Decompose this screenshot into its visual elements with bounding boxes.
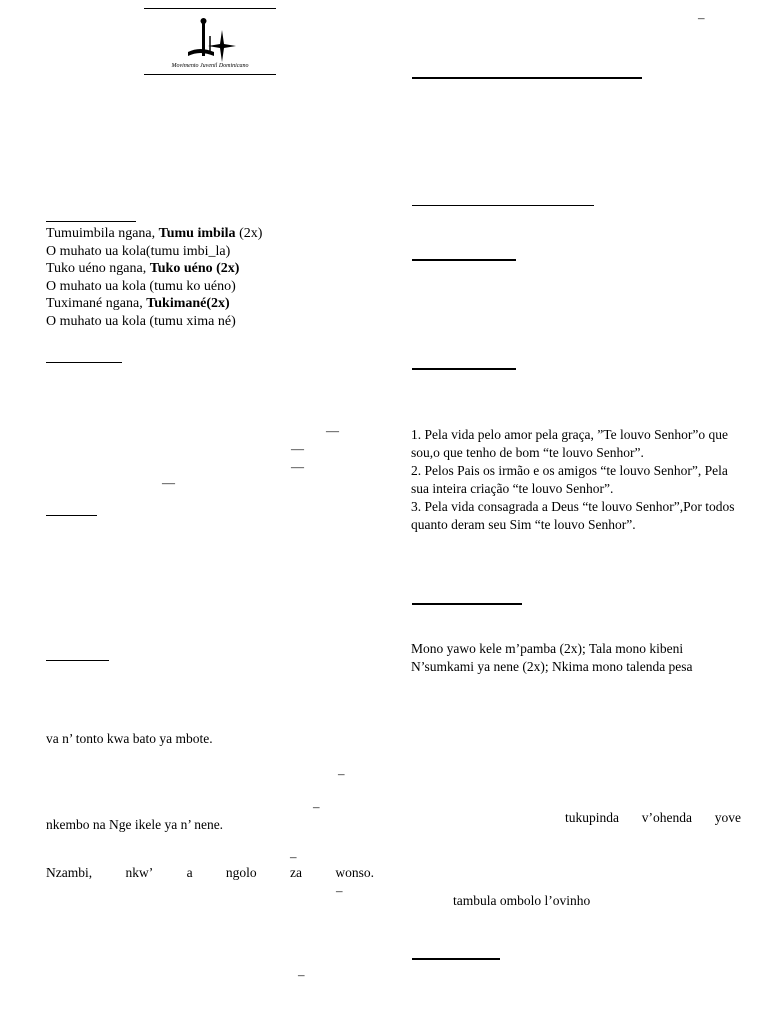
right-fragment-mono: Mono yawo kele m’pamba (2x); Tala mono kibeni N’sumkami ya nene (2x); Nkima mono talenda pesa — [411, 641, 693, 674]
right-rule-1 — [412, 77, 642, 79]
line-bold: Tuko uéno (2x) — [149, 261, 240, 276]
dash-mark: — — [162, 475, 175, 490]
logo-top-rule — [144, 8, 276, 9]
song1-line — [46, 260, 239, 278]
left-rule-1 — [46, 221, 136, 222]
word: v’ohenda — [641, 810, 692, 825]
verse: 2. Pelos Pais os irmão e os amigos “te louvo Senhor”, Pela sua inteira criação “te louvo Senhor”. — [411, 463, 728, 496]
line-bold: Tumu imbila — [158, 226, 236, 241]
song1-line — [46, 243, 230, 261]
dash-mark: – — [338, 766, 345, 781]
right-rule-4 — [412, 368, 516, 370]
dash-mark: – — [336, 883, 343, 898]
song1-line — [46, 278, 236, 296]
left-rule-2 — [46, 362, 122, 363]
song1-line — [46, 295, 230, 313]
logo — [144, 8, 276, 76]
left-rule-3 — [46, 515, 97, 516]
right-rule-5 — [412, 603, 522, 605]
line-text: O muhato ua kola(tumu imbi_la) — [46, 243, 231, 259]
line-text: O muhato ua kola (tumu ko uéno) — [46, 278, 236, 294]
verse: 1. Pela vida pelo amor pela graça, ”Te louvo Senhor”o que sou,o que tenho de bom “te louvo Senhor”. — [411, 427, 728, 460]
right-fragment-tuku — [565, 809, 741, 827]
dash-mark: – — [698, 10, 705, 25]
song1-line — [46, 313, 236, 331]
line-text: Tuximané ngana, — [46, 296, 147, 311]
word: Nzambi, — [46, 865, 93, 880]
dash-mark: – — [313, 799, 320, 814]
line-text: Tumuimbila ngana, — [46, 226, 159, 241]
word: za — [290, 865, 302, 880]
dash-mark: — — [291, 459, 304, 474]
right-rule-2 — [412, 205, 594, 206]
verse: 3. Pela vida consagrada a Deus “te louvo Senhor”,Por todos quanto deram seu Sim “te louvo Senhor”. — [411, 499, 735, 532]
line-text: O muhato ua kola (tumu xima né) — [46, 313, 236, 329]
logo-bottom-rule — [144, 74, 276, 75]
right-rule-6 — [412, 958, 500, 960]
word: wonso. — [335, 865, 374, 880]
dash-mark: – — [290, 849, 297, 864]
line-text: Tuko uéno ngana, — [46, 261, 150, 276]
left-fragment-2: nkembo na Nge ikele ya n’ nene. — [46, 817, 224, 832]
song1-line — [46, 225, 262, 243]
left-fragment-3 — [46, 864, 374, 882]
cross-compass-logo-icon — [180, 16, 240, 62]
dash-mark: — — [326, 423, 339, 438]
dash-mark: – — [298, 967, 305, 982]
logo-caption: Movimento Juvenil Dominicano — [171, 63, 249, 69]
word: tukupinda — [565, 810, 619, 825]
line-text: (2x) — [235, 226, 263, 241]
right-song — [411, 426, 741, 534]
word: nkw’ — [125, 865, 154, 880]
left-fragment-1: va n’ tonto kwa bato ya mbote. — [46, 731, 213, 746]
word: ngolo — [225, 865, 257, 880]
word: a — [186, 865, 193, 880]
line-bold: Tukimané(2x) — [146, 296, 230, 311]
word: yove — [714, 810, 741, 825]
right-fragment-tambula: tambula ombolo l’ovinho — [453, 893, 591, 908]
left-rule-4 — [46, 660, 109, 661]
dash-mark: — — [291, 441, 304, 456]
right-rule-3 — [412, 259, 516, 261]
